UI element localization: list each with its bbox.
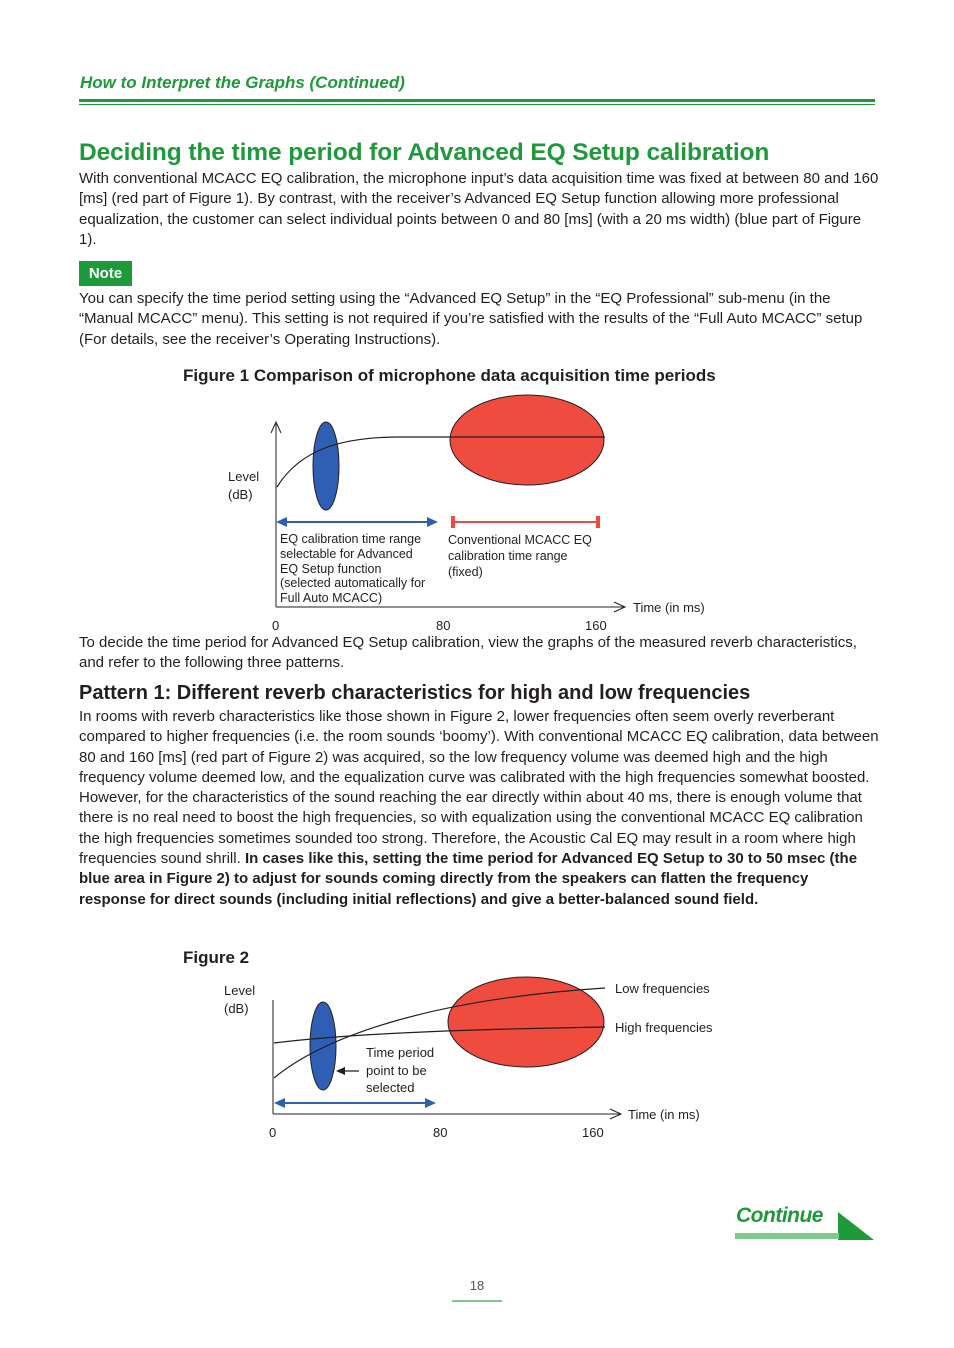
pattern1-text: In rooms with reverb characteristics like those shown in Figure 2, lower frequencies often seem overly reverberant compared to higher frequencies (i.e. the room sounds ‘boomy’). With conventional MCACC EQ calibration, data between 80 and 160 [ms] (red part of Figure 2) was acquired, so the low frequency volume was deemed high and the high frequency volume deemed low, and the equalization curve was calibrated with the high frequencies somewhat boosted. However, for the characteristics of the sound reaching the ear directly within about 40 ms, there is enough volume that there is no real need to boost the high frequencies, so with equalization using the conventional MCACC EQ calibration the high frequencies sometimes sounded too strong. Therefore, the Acoustic Cal EQ may result in a room where high frequencies sound shrill. In cases like this, setting the time period for Advanced EQ Setup to 30 to 50 msec (the blue area in Figure 2) to adjust for sounds coming directly from the speakers can flatten the frequency response for direct sounds (including initial reflections) and give a better-balanced sound field. (79, 708, 879, 908)
svg-text:point to be: point to be (366, 1063, 427, 1078)
figure2-xlabel: Time (in ms) (628, 1107, 700, 1122)
pattern1-title: Pattern 1: Different reverb characteristics for high and low frequencies (79, 682, 751, 704)
intro-paragraph: With conventional MCACC EQ calibration, the microphone input’s data acquisition time was fixed at between 80 and 160 [ms] (red part of Figure 1). By contrast, with the receiver’s Advanced EQ Setup function allowing more professional equalization, the customer can select individual points between 0 and 80 [ms] (with a 20 ms width) (blue part of Figure 1). (79, 170, 879, 248)
svg-text:selectable for Advanced: selectable for Advanced (280, 547, 413, 561)
figure1-tick-160: 160 (585, 618, 607, 633)
figure2-high-label: High frequencies (615, 1020, 713, 1035)
after-figure1-text: To decide the time period for Advanced EQ Setup calibration, view the graphs of the measured reverb characteristics, and refer to the following three patterns. (79, 634, 857, 672)
svg-text:(selected automatically for: (selected automatically for (280, 576, 426, 590)
svg-text:EQ calibration time range: EQ calibration time range (280, 532, 422, 546)
svg-text:(fixed): (fixed) (448, 565, 483, 579)
pattern1-bold-text: In cases like this, setting the time period for Advanced EQ Setup to 30 to 50 msec (the blue area in Figure 2) to adjust for sounds coming directly from the speakers can flatten the frequency response for direct sounds (including initial reflections) and give a better-balanced sound field. (79, 850, 858, 908)
figure2-ylabel-unit: (dB) (224, 1001, 249, 1016)
figure1-caption: Figure 1 Comparison of microphone data acquisition time periods (183, 366, 716, 385)
page-number: 18 (469, 1278, 485, 1293)
svg-text:Time period: Time period (366, 1045, 435, 1060)
figure1-tick-80: 80 (436, 618, 451, 633)
figure2-ylabel: Level (224, 983, 256, 998)
figure1-tick-0: 0 (272, 618, 280, 633)
figure1-xlabel: Time (in ms) (633, 600, 705, 615)
svg-text:EQ Setup function: EQ Setup function (280, 562, 382, 576)
svg-text:Full Auto MCACC): Full Auto MCACC) (280, 591, 383, 605)
svg-text:selected: selected (366, 1080, 415, 1095)
figure2-tick-80: 80 (433, 1125, 448, 1140)
svg-text:Conventional MCACC EQ: Conventional MCACC EQ (448, 533, 592, 547)
svg-text:calibration time range: calibration time range (448, 549, 568, 563)
figure1-ylabel: Level (228, 469, 260, 484)
note-text: You can specify the time period setting using the “Advanced EQ Setup” in the “EQ Professional” sub-menu (in the “Manual MCACC” menu). This setting is not required if you’re satisfied with the results of the “Full Auto MCACC” setup (For details, see the receiver’s Operating Instructions). (79, 290, 863, 348)
figure2-low-label: Low frequencies (615, 981, 710, 996)
section-header: How to Interpret the Graphs (Continued) (80, 73, 405, 92)
page-number-underline (452, 1300, 502, 1302)
continue-label: Continue (736, 1204, 823, 1227)
figure2-tick-0: 0 (269, 1125, 277, 1140)
page-title: Deciding the time period for Advanced EQ Setup calibration (79, 139, 770, 166)
figure2-caption: Figure 2 (183, 948, 250, 967)
note-badge: Note (79, 261, 132, 286)
figure2-tick-160: 160 (582, 1125, 604, 1140)
figure1-ylabel-unit: (dB) (228, 487, 253, 502)
